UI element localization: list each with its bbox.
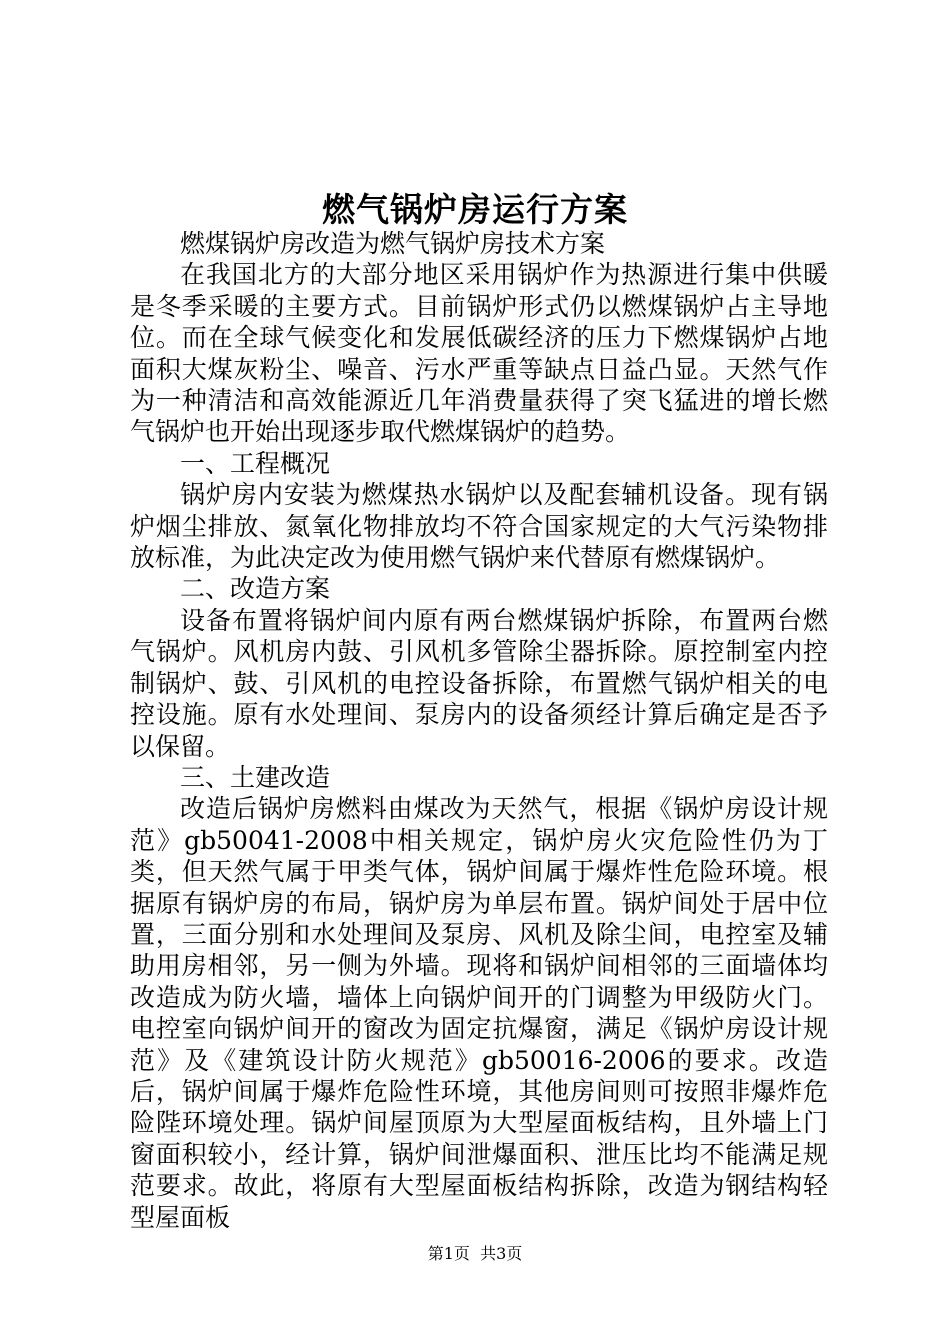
section-heading: 一、工程概况 <box>180 448 331 478</box>
body-paragraph: 在我国北方的大部分地区采用锅炉作为热源进行集中供暖是冬季采暖的主要方式。目前锅炉形式仍以燃煤锅炉占主导地位。而在全球气候变化和发展低碳经济的压力下燃煤锅炉占地面积大煤灰粉尘、噪音、污水严重等缺点日益凸显。天然气作为一种清洁和高效能源近几年消费量获得了突飞猛进的增长燃气锅炉也开始出现逐步取代燃煤锅炉的趋势。 <box>130 260 828 447</box>
body-paragraph: 锅炉房内安装为燃煤热水锅炉以及配套辅机设备。现有锅炉烟尘排放、氮氧化物排放均不符合国家规定的大气污染物排放标准，为此决定改为使用燃气锅炉来代替原有燃煤锅炉。 <box>130 480 828 573</box>
page-footer <box>0 1244 950 1264</box>
section-heading: 二、改造方案 <box>180 574 331 604</box>
body-paragraph: 设备布置将锅炉间内原有两台燃煤锅炉拆除，布置两台燃气锅炉。风机房内鼓、引风机多管除尘器拆除。原控制室内控制锅炉、鼓、引风机的电控设备拆除，布置燃气锅炉相关的电控设施。原有水处理间、泵房内的设备须经计算后确定是否予以保留。 <box>130 605 828 761</box>
page-number: 第1页 共3页 <box>427 1244 523 1263</box>
document-subtitle: 燃煤锅炉房改造为燃气锅炉房技术方案 <box>180 229 606 258</box>
document-body <box>130 228 828 1233</box>
section-heading: 三、土建改造 <box>180 762 331 792</box>
body-paragraph: 改造后锅炉房燃料由煤改为天然气，根据《锅炉房设计规范》gb50041-2008中相关规定，锅炉房火灾危险性仍为丁类，但天然气属于甲类气体，锅炉间属于爆炸性危险环境。根据原有锅炉房的布局，锅炉房为单层布置。锅炉间处于居中位置，三面分别和水处理间及泵房、风机及除尘间，电控室及辅助用房相邻，另一侧为外墙。现将和锅炉间相邻的三面墙体均改造成为防火墙，墙体上向锅炉间开的门调整为甲级防火门。电控室向锅炉间开的窗改为固定抗爆窗，满足《锅炉房设计规范》及《建筑设计防火规范》gb50016-2006的要求。改造后，锅炉间属于爆炸危险性环境，其他房间则可按照非爆炸危险陛环境处理。锅炉间屋顶原为大型屋面板结构，且外墙上门窗面积较小，经计算，锅炉间泄爆面积、泄压比均不能满足规范要求。故此，将原有大型屋面板结构拆除，改造为钢结构轻型屋面板 <box>130 794 828 1232</box>
document-title: 燃气锅炉房运行方案 <box>322 190 628 229</box>
